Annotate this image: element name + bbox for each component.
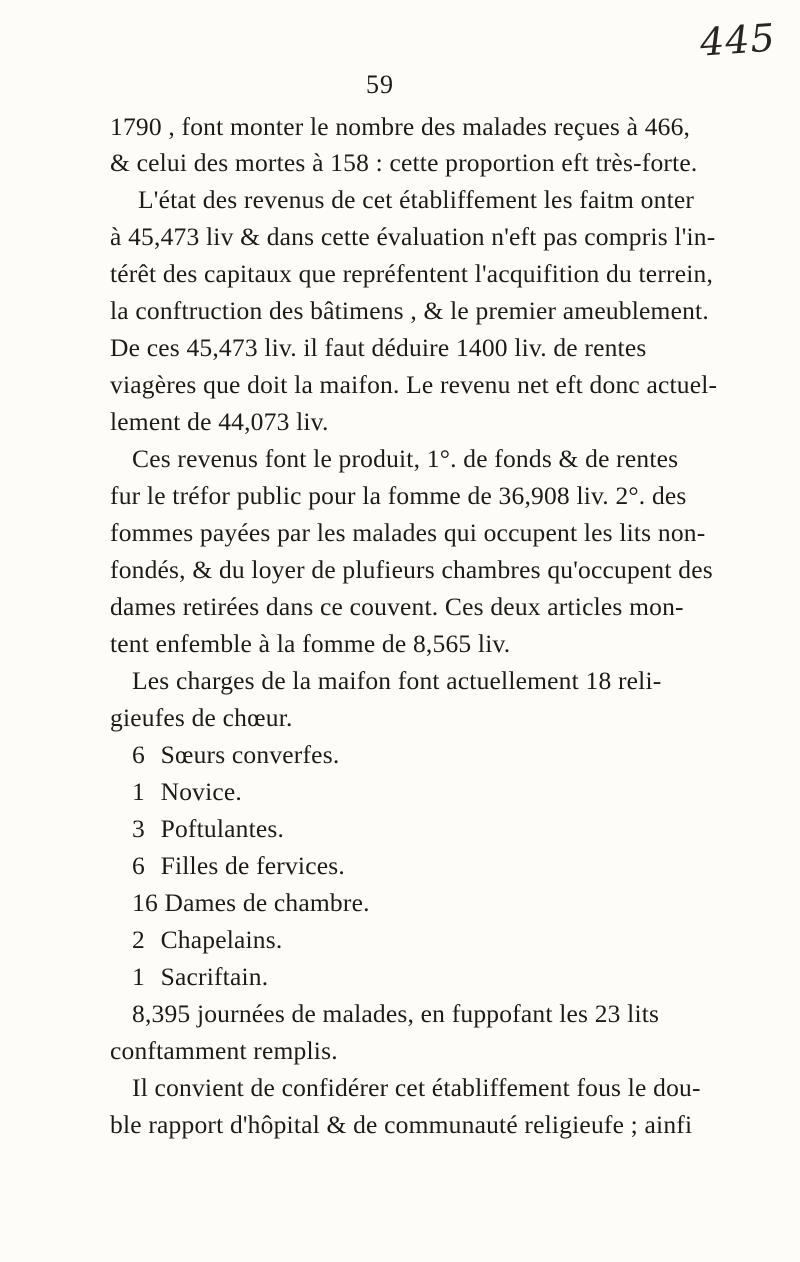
staff-list-item bbox=[132, 851, 345, 881]
staff-list-item bbox=[132, 740, 339, 770]
text-line: L'état des revenus de cet établiffement les faitm onter bbox=[138, 185, 695, 214]
staff-label: Dames de chambre. bbox=[164, 888, 370, 917]
text-line: térêt des capitaux que repréfentent l'acquifition du terrein, bbox=[110, 259, 714, 288]
text-line: viagères que doit la maifon. Le revenu net eft donc actuel- bbox=[110, 370, 718, 399]
staff-count: 6 bbox=[132, 851, 145, 880]
staff-list-item bbox=[132, 925, 282, 955]
text-line: fur le tréfor public pour la fomme de 36,908 liv. 2°. des bbox=[110, 481, 687, 510]
text-line: lement de 44,073 liv. bbox=[110, 407, 329, 436]
staff-count: 2 bbox=[132, 925, 145, 954]
text-line: conftamment remplis. bbox=[110, 1036, 338, 1065]
staff-list-item bbox=[132, 777, 242, 807]
text-line: 8,395 journées de malades, en fuppofant les 23 lits bbox=[132, 999, 660, 1028]
text-line: ble rapport d'hôpital & de communauté religieufe ; ainfi bbox=[110, 1110, 693, 1139]
page-number: 59 bbox=[366, 70, 394, 99]
text-line: fondés, & du loyer de plufieurs chambres qu'occupent des bbox=[110, 555, 713, 584]
staff-label: Sacriftain. bbox=[160, 962, 269, 991]
text-line: Il convient de confidérer cet établiffement fous le dou- bbox=[132, 1073, 701, 1102]
staff-count: 16 bbox=[132, 888, 158, 917]
text-line: Ces revenus font le produit, 1°. de fonds & de rentes bbox=[132, 444, 679, 473]
staff-count: 6 bbox=[132, 740, 145, 769]
staff-label: Novice. bbox=[160, 777, 242, 806]
text-line: à 45,473 liv & dans cette évaluation n'eft pas compris l'in- bbox=[110, 222, 716, 251]
text-line: dames retirées dans ce couvent. Ces deux articles mon- bbox=[110, 592, 684, 621]
staff-count: 3 bbox=[132, 814, 145, 843]
text-line: 1790 , font monter le nombre des malades reçues à 466, bbox=[110, 112, 691, 141]
staff-count: 1 bbox=[132, 962, 145, 991]
text-line: & celui des mortes à 158 : cette proportion eft très-forte. bbox=[110, 148, 698, 177]
staff-list-item bbox=[132, 962, 268, 992]
staff-list-item bbox=[132, 888, 370, 918]
text-line: tent enfemble à la fomme de 8,565 liv. bbox=[110, 629, 511, 658]
handwritten-page-mark: 445 bbox=[698, 15, 777, 65]
text-line: la conftruction des bâtimens , & le premier ameublement. bbox=[110, 296, 709, 325]
text-line: gieufes de chœur. bbox=[110, 703, 293, 732]
text-line: Les charges de la maifon font actuellement 18 reli- bbox=[132, 666, 662, 695]
staff-label: Poftulantes. bbox=[160, 814, 285, 843]
staff-label: Chapelains. bbox=[160, 925, 283, 954]
staff-label: Filles de fervices. bbox=[160, 851, 345, 880]
staff-count: 1 bbox=[132, 777, 145, 806]
staff-list-item bbox=[132, 814, 284, 844]
text-line: fommes payées par les malades qui occupent les lits non- bbox=[110, 518, 706, 547]
staff-label: Sœurs converfes. bbox=[160, 740, 340, 769]
text-line: De ces 45,473 liv. il faut déduire 1400 liv. de rentes bbox=[110, 333, 647, 362]
